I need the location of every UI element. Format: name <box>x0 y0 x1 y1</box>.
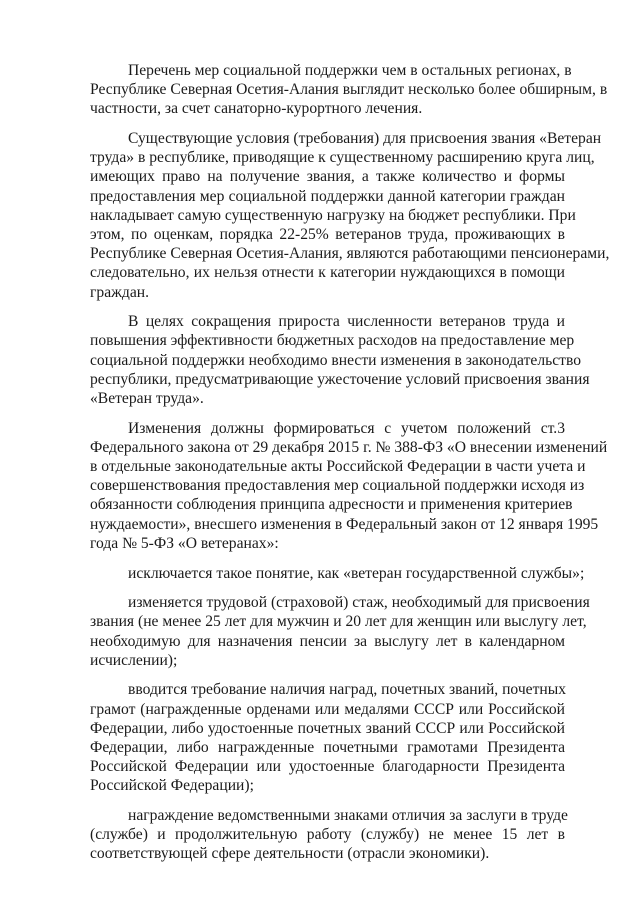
paragraph <box>90 680 565 795</box>
paragraph-line: грамот (награжденные орденами или медалями СССР или Российской <box>90 700 565 718</box>
paragraph-line: обязанности соблюдения принципа адресности и применения критериев <box>90 496 573 514</box>
paragraph <box>90 312 590 408</box>
paragraph <box>90 419 608 553</box>
paragraph <box>90 806 568 864</box>
paragraph-line: Федерального закона от 29 декабря 2015 г. № 388-ФЗ «О внесении изменений <box>90 438 608 456</box>
paragraph-line: этом, по оценкам, порядка 22-25% ветеранов труда, проживающих в <box>90 226 565 243</box>
paragraph-line: совершенствования предоставления мер социальной поддержки исходя из <box>90 477 585 495</box>
paragraph-line: республики, предусматривающие ужесточение условий присвоения звания <box>90 370 590 388</box>
paragraph-line: «Ветеран труда». <box>90 390 204 407</box>
paragraph-line: в отдельные законодательные акты Российской Федерации в части учета и <box>90 458 586 476</box>
paragraph-line: Перечень мер социальной поддержки чем в остальных регионах, в <box>128 62 572 79</box>
paragraph-line: Федерации, либо удостоенные почетных званий СССР или Российской <box>90 719 565 737</box>
paragraph-line: Существующие условия (требования) для присвоения звания «Ветеран <box>128 130 602 148</box>
paragraph-line: исключается такое понятие, как «ветеран государственной службы»; <box>128 564 585 582</box>
paragraph <box>90 129 610 302</box>
paragraph-line: (службе) и продолжительную работу (службу) не менее 15 лет в <box>90 826 565 844</box>
paragraph-line: звания (не менее 25 лет для мужчин и 20 лет для женщин или выслугу лет, <box>90 613 587 631</box>
paragraph-line: В целях сокращения прироста численности ветеранов труда и <box>128 313 565 331</box>
paragraph-line: исчислении); <box>90 651 178 669</box>
paragraph-line: частности, за счет санаторно-курортного лечения. <box>90 100 423 118</box>
paragraph-line: Изменения должны формироваться с учетом положений ст.3 <box>128 419 565 437</box>
paragraph <box>90 564 585 583</box>
paragraph-line: накладывает самую существенную нагрузку на бюджет республики. При <box>90 206 576 224</box>
paragraph-line: предоставления мер социальной поддержки данной категории граждан <box>90 187 565 205</box>
paragraph-line: Республике Северная Осетия-Алания, являются работающими пенсионерами, <box>90 245 610 263</box>
paragraph-line: необходимую для назначения пенсии за выслугу лет в календарном <box>90 632 565 650</box>
document-body <box>90 61 610 874</box>
paragraph <box>90 61 608 119</box>
paragraph-line: труда» в республике, приводящие к существенному расширению круга лиц, <box>90 149 595 167</box>
paragraph-line: нуждаемости», внесшего изменения в Федеральный закон от 12 января 1995 <box>90 515 599 533</box>
paragraph-line: Республике Северная Осетия-Алания выглядит несколько более обширным, в <box>90 81 608 99</box>
paragraph-line: изменяется трудовой (страховой) стаж, необходимый для присвоения <box>128 594 590 612</box>
paragraph-line: социальной поддержки необходимо внести изменения в законодательство <box>90 351 581 369</box>
paragraph-line: граждан. <box>90 283 149 301</box>
paragraph-line: Российской Федерации или удостоенные благодарности Президента <box>90 758 565 776</box>
paragraph-line: года № 5-ФЗ «О ветеранах»: <box>90 534 279 552</box>
paragraph-line: следовательно, их нельзя отнести к категории нуждающихся в помощи <box>90 264 565 282</box>
paragraph-line: вводится требование наличия наград, почетных званий, почетных <box>128 681 567 699</box>
paragraph-line: повышения эффективности бюджетных расходов на предоставление мер <box>90 332 575 350</box>
paragraph-line: Российской Федерации); <box>90 777 254 795</box>
paragraph-line: награждение ведомственными знаками отличия за заслуги в труде <box>128 807 568 825</box>
paragraph-line: соответствующей сфере деятельности (отрасли экономики). <box>90 845 490 863</box>
paragraph-line: имеющих право на получение звания, а также количество и формы <box>90 168 565 186</box>
paragraph <box>90 593 590 670</box>
paragraph-line: Федерации, либо награжденные почетными грамотами Президента <box>90 739 565 756</box>
